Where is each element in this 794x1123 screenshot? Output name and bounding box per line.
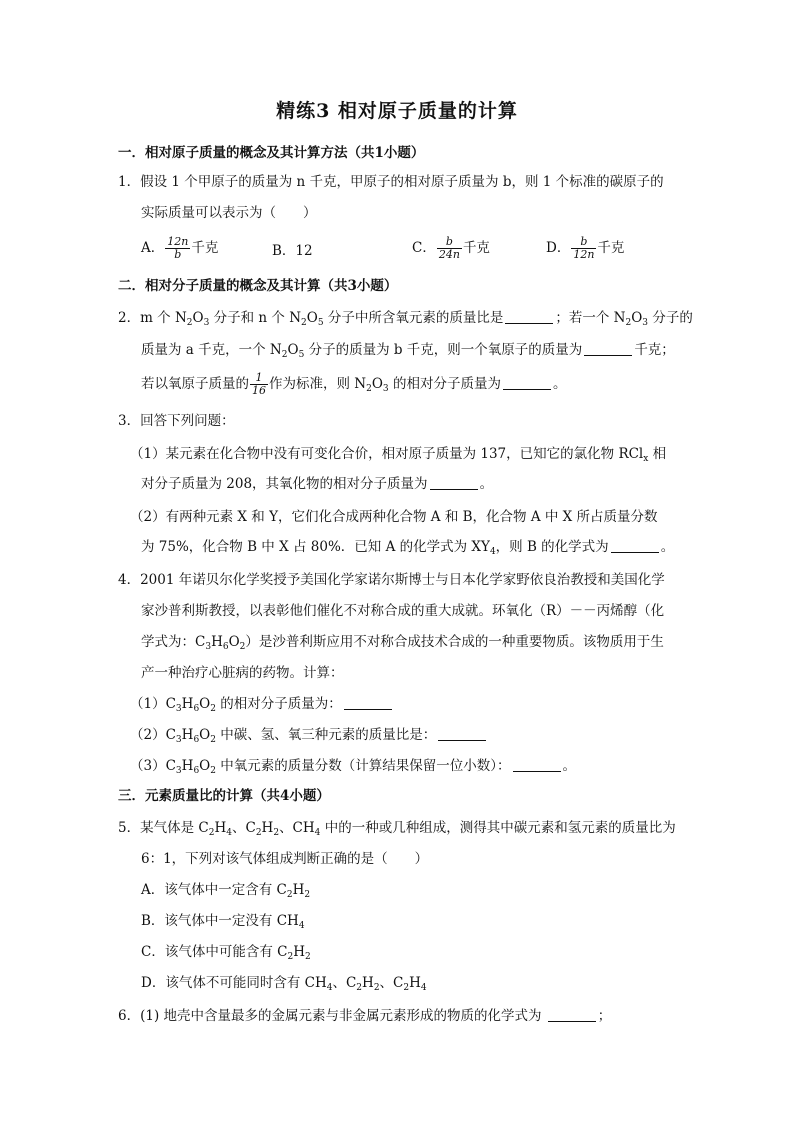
q1-option-b: B．12 — [272, 243, 313, 259]
question-2-line-1: 2．m 个 $N_2O_3$ 分子和 n 个 $N_2O_5$ 分子中所含氧元素的质量比是 ；若一个 $N_2O_3$ 分子的 — [118, 310, 693, 328]
answer-blank[interactable] — [430, 475, 478, 490]
answer-blank[interactable] — [503, 375, 551, 390]
q1-option-c: C． $\frac{b}{24n}$ 千克 — [412, 235, 490, 261]
answer-blank[interactable] — [584, 341, 632, 356]
question-2-line-2: 质量为 a 千克，一个 $N_2O_5$ 分子的质量为 b 千克，则一个氧原子的质量为 千克； — [141, 342, 675, 360]
answer-blank[interactable] — [438, 726, 486, 741]
question-4-line-4: 产一种治疗心脏病的药物。计算： — [141, 665, 344, 681]
question-4-item-2: $(2)C_3H_6O_2$ 中碳、氢、氧三种元素的质量比是： — [130, 725, 488, 745]
q5-option-c: C．该气体中可能含有 $C_2H_2$ — [141, 944, 311, 962]
question-4-item-1: $(1)C_3H_6O_2$ 的相对分子质量为： — [130, 694, 394, 714]
question-3-part-2: （2）有两种元素 X 和 Y，它们化合成两种化合物 A 和 B，化合物 A 中 X 所占质量分数 — [130, 509, 658, 525]
question-3-part-1-cont: 对分子质量为 208，其氧化物的相对分子质量为 。 — [141, 476, 494, 492]
q1-option-d: D． $\frac{b}{12n}$ 千克 — [546, 235, 625, 261]
question-4-line-2: 家沙普利斯教授，以表彰他们催化不对称合成的重大成就。环氧化（R）－－丙烯醇（化 — [141, 603, 665, 619]
question-4-line-3: 学式为：$C_3H_6O_2$）是沙普利斯应用不对称合成技术合成的一种重要物质。该物质用于生 — [141, 634, 664, 652]
q5-option-a: A．该气体中一定含有 $C_2H_2$ — [141, 882, 311, 900]
answer-blank[interactable] — [611, 538, 659, 553]
answer-blank[interactable] — [505, 309, 553, 324]
q5-option-b: B．该气体中一定没有 $CH_4$ — [141, 913, 305, 931]
question-3-part-2-cont: 为 75%，化合物 B 中 X 占 80%．已知 A 的化学式为 $XY_4$，则 B 的化学式为 。 — [141, 539, 675, 557]
section-heading-1: 一．相对原子质量的概念及其计算方法（共1小题） — [118, 145, 425, 161]
question-4-line-1: 4．2001 年诺贝尔化学奖授予美国化学家诺尔斯博士与日本化学家野依良治教授和美国化学 — [118, 572, 665, 588]
question-4-item-3: $(3)C_3H_6O_2$ 中氧元素的质量分数（计算结果保留一位小数）： 。 — [130, 758, 577, 776]
question-5-line-2: 6：1，下列对该气体组成判断正确的是（ ） — [141, 851, 429, 867]
question-1-text-cont: 实际质量可以表示为（ ） — [141, 205, 317, 221]
q5-option-d: D．该气体不可能同时含有 $CH_4$、$C_2H_2$、$C_2H_4$ — [141, 975, 427, 993]
section-heading-3: 三．元素质量比的计算（共4小题） — [118, 788, 330, 804]
answer-blank[interactable] — [548, 1007, 596, 1022]
section-heading-2: 二．相对分子质量的概念及其计算（共3小题） — [118, 278, 398, 294]
question-2-line-3: 若以氧原子质量的 $\frac{1}{16}$ 作为标准，则 $N_2O_3$ 的相对分子质量为 。 — [141, 371, 567, 397]
q1-option-a: A． $\frac{12n}{b}$ 千克 — [141, 235, 219, 261]
question-3-intro: 3．回答下列问题： — [118, 413, 235, 429]
question-5-line-1: 5．某气体是 $C_2H_4$、$C_2H_2$、$CH_4$ 中的一种或几种组成，测得其中碳元素和氢元素的质量比为 — [118, 820, 676, 838]
answer-blank[interactable] — [344, 695, 392, 710]
question-3-part-1: （1）某元素在化合物中没有可变化合价，相对原子质量为 137，已知它的氯化物 RCl$_x$ 相 — [130, 446, 667, 464]
question-1-text: 1．假设 1 个甲原子的质量为 n 千克，甲原子的相对原子质量为 b，则 1 个标准的碳原子的 — [118, 174, 664, 190]
answer-blank[interactable] — [513, 757, 561, 772]
page-title: 精练3 相对原子质量的计算 — [276, 100, 518, 122]
question-6-line-1: 6．(1) 地壳中含量最多的金属元素与非金属元素形成的物质的化学式为 ； — [118, 1008, 612, 1024]
